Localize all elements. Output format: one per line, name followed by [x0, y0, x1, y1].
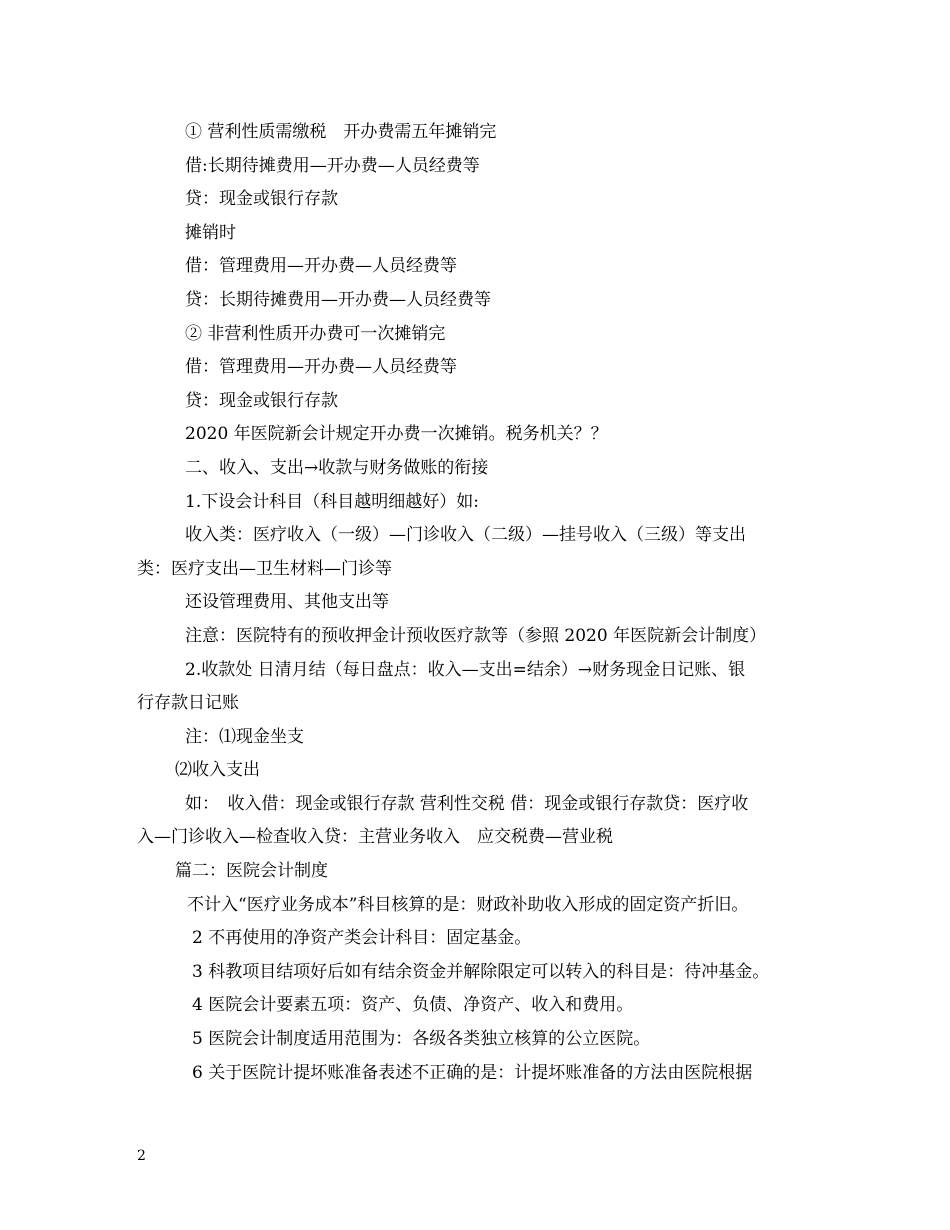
text-line: 不计入“医疗业务成本”科目核算的是：财政补助收入形成的固定资产折旧。 — [187, 894, 749, 915]
page-number: 2 — [137, 1148, 146, 1164]
text-line: 2 不再使用的净资产类会计科目：固定基金。 — [192, 928, 532, 949]
text-line: 1.下设会计科目（科目越明细越好）如: — [185, 491, 479, 512]
text-line: 贷：长期待摊费用—开办费—人员经费等 — [185, 289, 491, 310]
text-line: 还设管理费用、其他支出等 — [185, 592, 389, 613]
document-body — [137, 116, 817, 1090]
text-line: ② 非营利性质开办费可一次摊销完 — [185, 323, 446, 344]
text-line: 2.收款处 日清月结（每日盘点：收入—支出=结余）→财务现金日记账、银 — [185, 659, 746, 680]
text-line: 2020 年医院新会计规定开办费一次摊销。税务机关？？ — [185, 424, 608, 445]
text-line: 6 关于医院计提坏账准备表述不正确的是：计提坏账准备的方法由医院根据 — [192, 1062, 753, 1083]
text-line: 入—门诊收入—检查收入贷：主营业务收入 应交税费—营业税 — [137, 827, 613, 848]
text-line: 收入类：医疗收入（一级）—门诊收入（二级）—挂号收入（三级）等支出 — [185, 525, 746, 546]
text-line: 借：管理费用—开办费—人员经费等 — [185, 256, 457, 277]
text-line: 借:长期待摊费用—开办费—人员经费等 — [185, 155, 480, 176]
text-line: 篇二：医院会计制度 — [175, 861, 328, 882]
text-line: 贷：现金或银行存款 — [185, 390, 338, 411]
text-line: 3 科教项目结项好后如有结余资金并解除限定可以转入的科目是：待冲基金。 — [192, 961, 770, 982]
text-line: 贷：现金或银行存款 — [185, 189, 338, 210]
text-line: ⑵收入支出 — [175, 760, 260, 781]
text-line: 注意：医院特有的预收押金计预收医疗款等（参照 2020 年医院新会计制度） — [185, 625, 767, 646]
text-line: 如： 收入借：现金或银行存款 营利性交税 借：现金或银行存款贷：医疗收 — [185, 793, 749, 814]
text-line: 行存款日记账 — [137, 693, 239, 714]
text-line: 摊销时 — [185, 222, 236, 243]
text-line: 借：管理费用—开办费—人员经费等 — [185, 357, 457, 378]
text-line: 5 医院会计制度适用范围为：各级各类独立核算的公立医院。 — [192, 1029, 651, 1050]
text-line: ① 营利性质需缴税 开办费需五年摊销完 — [185, 122, 497, 142]
text-line: 二、收入、支出→收款与财务做账的衔接 — [185, 457, 489, 478]
text-line: 4 医院会计要素五项：资产、负债、净资产、收入和费用。 — [192, 995, 634, 1016]
text-line: 注：⑴现金坐支 — [185, 726, 304, 747]
text-line: 类：医疗支出—卫生材料—门诊等 — [137, 558, 392, 579]
